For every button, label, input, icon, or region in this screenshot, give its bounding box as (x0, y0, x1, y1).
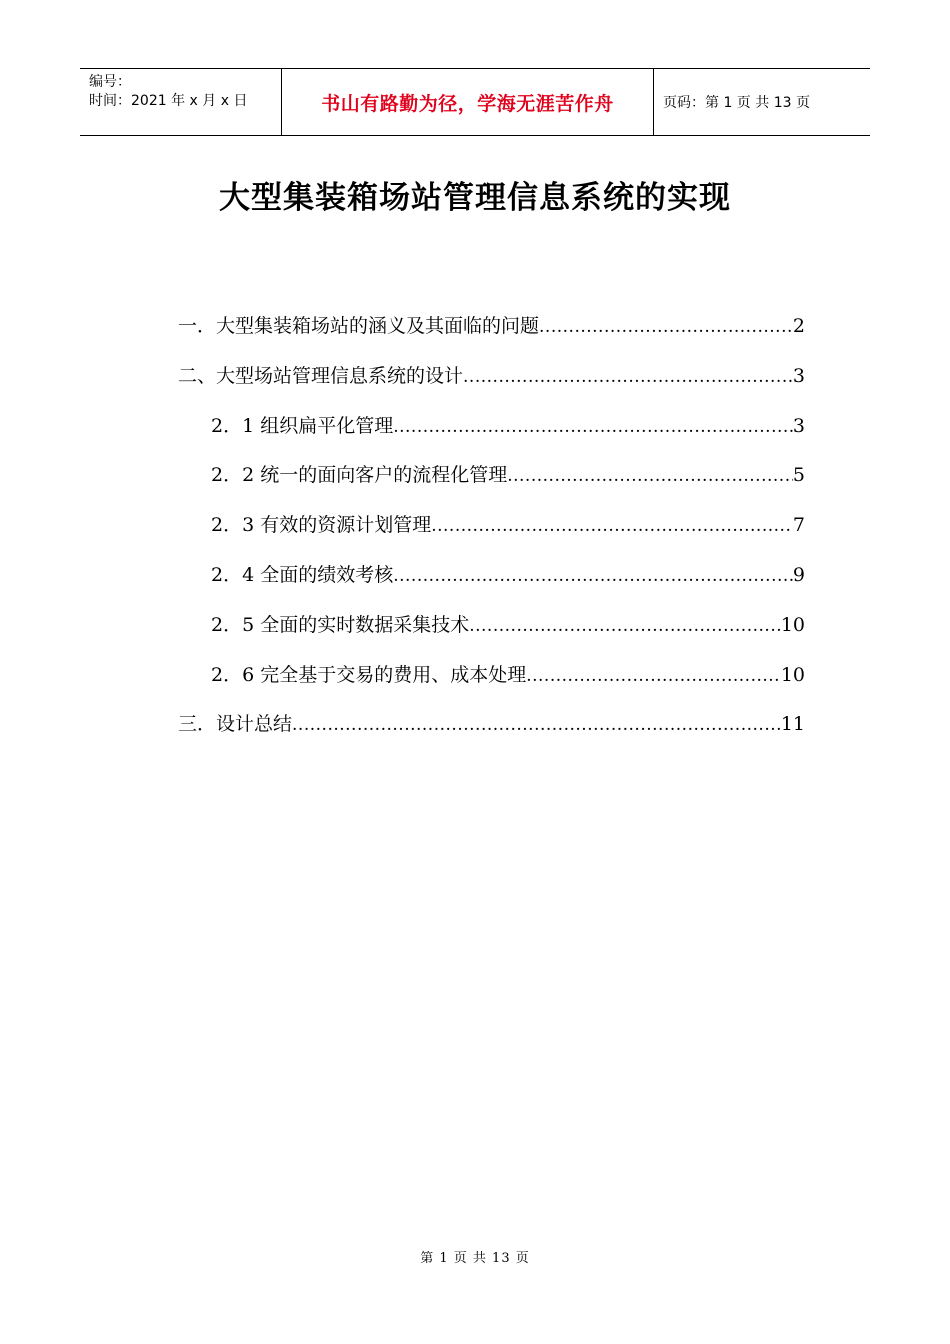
toc-leader-dots (463, 361, 793, 393)
header-meta-cell (80, 69, 282, 135)
toc-item-label: 2．6 完全基于交易的费用、成本处理 (211, 663, 527, 686)
toc-item-page: 9 (792, 563, 805, 586)
toc-item-label: 2．4 全面的绩效考核 (211, 563, 394, 586)
toc-leader-dots (393, 411, 793, 443)
toc-item-page: 10 (780, 663, 805, 686)
header-motto-cell (282, 69, 654, 135)
toc-subitem[interactable] (178, 609, 805, 659)
toc-leader-dots (526, 660, 781, 692)
toc-subitem[interactable] (178, 559, 805, 609)
toc-leader-dots (507, 460, 793, 492)
toc-item-label: 2．5 全面的实时数据采集技术 (211, 613, 470, 636)
toc-item-label: 二、大型场站管理信息系统的设计 (178, 364, 464, 387)
toc-item-label: 2．2 统一的面向客户的流程化管理 (211, 464, 508, 487)
motto-text: 书山有路勤为径，学海无涯苦作舟 (321, 92, 614, 115)
toc-leader-dots (393, 560, 793, 592)
toc-item-page: 7 (792, 514, 805, 537)
toc-item[interactable] (178, 360, 805, 410)
toc-subitem[interactable] (178, 410, 805, 460)
toc-item-page: 3 (792, 364, 805, 387)
toc-item-label: 2．1 组织扁平化管理 (211, 414, 394, 437)
document-number-label: 编号： (89, 74, 131, 90)
footer-page-text: 第 1 页 共 13 页 (420, 1251, 530, 1266)
page-footer (0, 1247, 950, 1266)
document-time-label: 时间：2021 年 x 月 x 日 (89, 93, 248, 109)
table-of-contents (178, 310, 805, 758)
toc-subitem[interactable] (178, 459, 805, 509)
toc-leader-dots (292, 709, 781, 741)
toc-subitem[interactable] (178, 659, 805, 709)
toc-item-label: 三．设计总结 (178, 713, 293, 736)
toc-item-label: 2．3 有效的资源计划管理 (211, 514, 432, 537)
toc-item-page: 5 (792, 464, 805, 487)
toc-item-page: 2 (792, 315, 805, 337)
toc-item-label: 一．大型集装箱场站的涵义及其面临的问题 (178, 315, 540, 337)
toc-leader-dots (539, 311, 793, 343)
document-title: 大型集装箱场站管理信息系统的实现 (219, 180, 731, 216)
page-info-text: 页码：第 1 页 共 13 页 (663, 95, 810, 111)
toc-item[interactable] (178, 310, 805, 360)
toc-leader-dots (431, 510, 793, 542)
toc-item-page: 3 (792, 414, 805, 437)
toc-item-page: 10 (780, 613, 805, 636)
header-table (80, 68, 870, 136)
toc-item-page: 11 (780, 713, 805, 736)
header-page-cell (654, 69, 870, 135)
toc-item[interactable] (178, 708, 805, 758)
toc-leader-dots (469, 610, 781, 642)
toc-subitem[interactable] (178, 509, 805, 559)
